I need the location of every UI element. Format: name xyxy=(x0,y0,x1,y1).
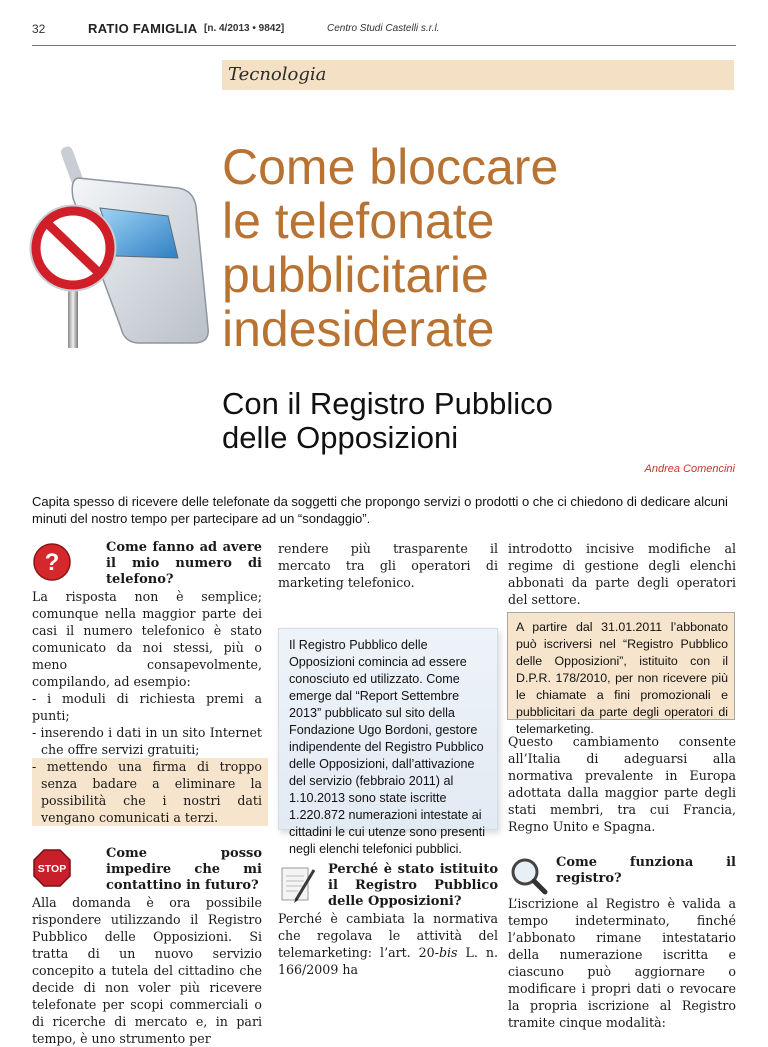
author-name: Andrea Comencini xyxy=(644,463,735,475)
list-item: - inserendo i dati in un sito Internet che offre servizi gratuiti; xyxy=(32,725,262,757)
highlighted-list-item: - mettendo una firma di troppo senza badare a eliminare la possibilità che i nostri dati vengano comunicati a terzi. xyxy=(32,758,268,826)
page-number: 32 xyxy=(32,22,46,36)
question-block-4 xyxy=(508,855,736,895)
title-line: le telefonate xyxy=(222,193,495,249)
subtitle-line: Con il Registro Pubblico xyxy=(222,386,553,421)
publication-name: RATIO FAMIGLIA xyxy=(88,21,198,36)
issue-label: [n. 4/2013 • 9842] xyxy=(204,23,285,34)
title-line: indesiderate xyxy=(222,301,495,357)
question-heading: Perché è stato istituito il Registro Pubblico delle Opposizioni? xyxy=(328,862,498,909)
svg-text:STOP: STOP xyxy=(37,863,67,875)
stat-callout-box xyxy=(278,628,498,856)
paragraph: Questo cambiamento consente all’Italia di adeguarsi alla normativa prevalente in Europa adottata dalla maggior parte degli stati membri, tra cui Francia, Regno Unito e Spagna. xyxy=(508,734,736,834)
title-line: pubblicitarie xyxy=(222,247,489,303)
question-block-1 xyxy=(32,540,262,588)
question-block-3 xyxy=(278,862,498,910)
stop-sign-icon xyxy=(32,848,72,888)
question-heading: Come fanno ad avere il mio numero di telefono? xyxy=(106,540,262,587)
paragraph: rendere più trasparente il mercato tra gli operatori di marketing telefonico. xyxy=(278,541,498,590)
intro-paragraph: Capita spesso di ricevere delle telefonate da soggetti che propongo servizi o prodotti o che ci chiedono di dedicare alcuni minuti del nostro tempo per partecipare ad un “sondaggio”. xyxy=(32,494,728,526)
title-line: Come bloccare xyxy=(222,139,559,195)
running-header xyxy=(32,22,732,50)
paragraph: La risposta non è semplice; comunque nella maggior parte dei casi il numero telefonico è stato comunicato da noi stessi, più o meno consapevolmente, compilando, ad esempio: xyxy=(32,589,262,689)
question-block-2 xyxy=(32,846,262,894)
magnifier-icon xyxy=(508,855,548,895)
paragraph: L’iscrizione al Registro è valida a tempo indeterminato, finché l’abbonato rimane intestatario della numerazione iscritta e ciascuno può aggiornare o modificare i propri dati o revocare la propria iscrizione al Registro tramite cinque modalità: xyxy=(508,896,736,1030)
list-item: - i moduli di richiesta premi a punti; xyxy=(32,691,262,723)
question-mark-icon xyxy=(32,542,72,582)
question-heading: Come posso impedire che mi contattino in futuro? xyxy=(106,846,262,893)
column-2-lower xyxy=(278,862,498,978)
column-3 xyxy=(508,540,736,608)
callout-text: Il Registro Pubblico delle Opposizioni comincia ad essere conosciuto ed utilizzato. Come emerge dal “Report Settembre 2013” pubblicato sul sito della Fondazione Ugo Bordoni, gestore indipendente del Registro Pubblico delle Opposizioni, dall’attivazione del servizio (febbraio 2011) al 1.10.2013 sono state iscritte 1.220.872 numerazioni intestate ai cittadini le cui utenze sono presenti negli elenchi telefonici pubblici. xyxy=(289,638,486,856)
document-pen-icon xyxy=(278,862,318,906)
article-subtitle xyxy=(222,387,692,455)
column-3-lower xyxy=(508,733,736,1031)
paragraph: Alla domanda è ora possibile rispondere utilizzando il Registro Pubblico delle Opposizioni. Si tratta di un nuovo servizio concepito a tutela del cittadino che decide di non voler più ricevere telefonate per scopi commerciali o di ricerche di mercato e, in pari tempo, è uno strumento per xyxy=(32,895,262,1046)
highlight-box-text: A partire dal 31.01.2011 l’abbonato può iscriversi nel “Registro Pubblico delle Opposizioni”, istituito con il D.P.R. 178/2010, per non ricevere più le chiamate a fini promozionali e pubblicitari da parte degli operatori di telemarketing. xyxy=(516,620,728,736)
publisher-label: Centro Studi Castelli s.r.l. xyxy=(327,23,440,34)
question-heading: Come funziona il registro? xyxy=(556,855,736,886)
header-rule xyxy=(32,45,736,46)
column-1 xyxy=(32,540,262,1047)
section-bar xyxy=(222,60,734,90)
article-title xyxy=(222,140,692,356)
paragraph: introdotto incisive modifiche al regime di gestione degli elenchi abbonati da parte degli operatori del settore. xyxy=(508,541,736,607)
phone-no-entry-illustration xyxy=(28,138,228,358)
column-2 xyxy=(278,540,498,591)
highlight-box xyxy=(507,612,735,736)
subtitle-line: delle Opposizioni xyxy=(222,420,459,455)
svg-text:?: ? xyxy=(44,549,60,576)
paragraph: Perché è cambiata la normativa che regolava le attività del telemarketing: l’art. 20-bis L. n. 166/2009 ha xyxy=(278,911,498,977)
section-label: Tecnologia xyxy=(228,64,327,85)
